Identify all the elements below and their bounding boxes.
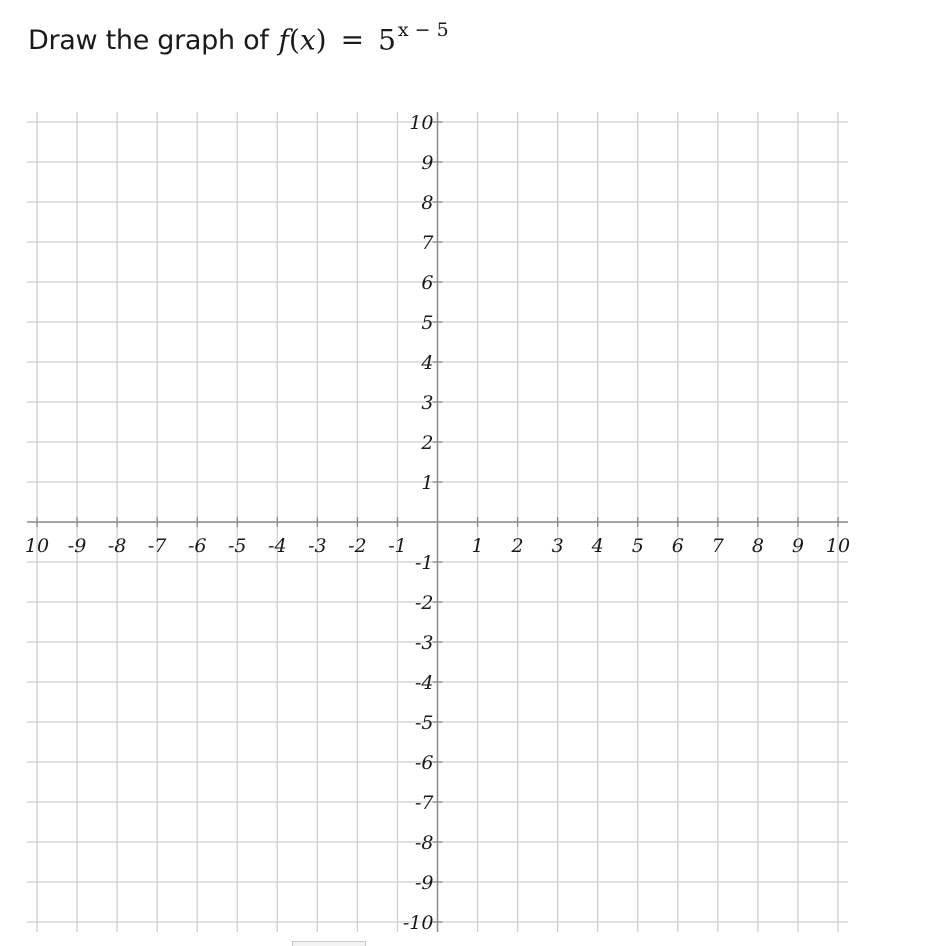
close-paren: ) <box>315 23 327 57</box>
y-tick-label: -5 <box>414 712 434 734</box>
y-tick-label: -8 <box>414 832 434 854</box>
exponent-expression: x − 5 <box>397 19 449 41</box>
y-tick-label: 7 <box>421 232 434 254</box>
y-tick-label: 2 <box>421 432 434 454</box>
x-tick-label: -4 <box>268 535 287 557</box>
y-tick-label: -7 <box>414 792 434 814</box>
y-tick-label: 1 <box>421 472 434 494</box>
y-tick-label: -4 <box>414 672 434 694</box>
x-tick-label: 4 <box>591 535 604 557</box>
x-tick-label: -8 <box>107 535 127 557</box>
y-tick-label: 5 <box>421 312 434 334</box>
x-tick-label: 3 <box>551 535 564 557</box>
y-tick-label: 4 <box>421 352 434 374</box>
y-tick-label: -1 <box>414 552 434 574</box>
x-tick-label: 9 <box>791 535 804 557</box>
x-tick-label: 5 <box>631 535 644 557</box>
y-tick-label: 10 <box>409 112 434 134</box>
y-tick-label: -9 <box>414 872 434 894</box>
equals-sign: = <box>340 23 365 57</box>
x-tick-label: -7 <box>147 535 167 557</box>
x-tick-label: -9 <box>67 535 87 557</box>
question-text: Draw the graph of <box>28 25 269 57</box>
function-variable: x <box>299 23 316 57</box>
axes <box>24 112 851 932</box>
x-tick-label: 10 <box>24 535 50 557</box>
y-tick-label: -2 <box>414 592 434 614</box>
function-name: f <box>278 23 289 57</box>
y-tick-label: 6 <box>421 272 434 294</box>
y-tick-label: -3 <box>414 632 434 654</box>
y-tick-labels <box>403 112 435 934</box>
x-tick-label: 2 <box>511 535 524 557</box>
x-tick-label: -5 <box>227 535 247 557</box>
y-tick-label: -6 <box>414 752 434 774</box>
x-tick-label: -3 <box>308 535 327 557</box>
x-tick-label: -1 <box>388 535 407 557</box>
y-tick-label: 8 <box>421 192 434 214</box>
y-tick-label: -10 <box>402 912 434 934</box>
x-tick-label: 8 <box>751 535 764 557</box>
y-tick-label: 9 <box>421 152 434 174</box>
x-tick-label: 7 <box>711 535 724 557</box>
x-tick-label: -2 <box>348 535 367 557</box>
x-tick-label: -6 <box>187 535 207 557</box>
exponent-base: 5 <box>378 23 396 57</box>
x-tick-label: 10 <box>825 535 851 557</box>
scroll-handle[interactable] <box>292 941 366 946</box>
y-tick-label: 3 <box>421 392 434 414</box>
x-tick-label: 1 <box>471 535 484 557</box>
x-tick-label: 6 <box>671 535 684 557</box>
open-paren: ( <box>288 23 300 57</box>
